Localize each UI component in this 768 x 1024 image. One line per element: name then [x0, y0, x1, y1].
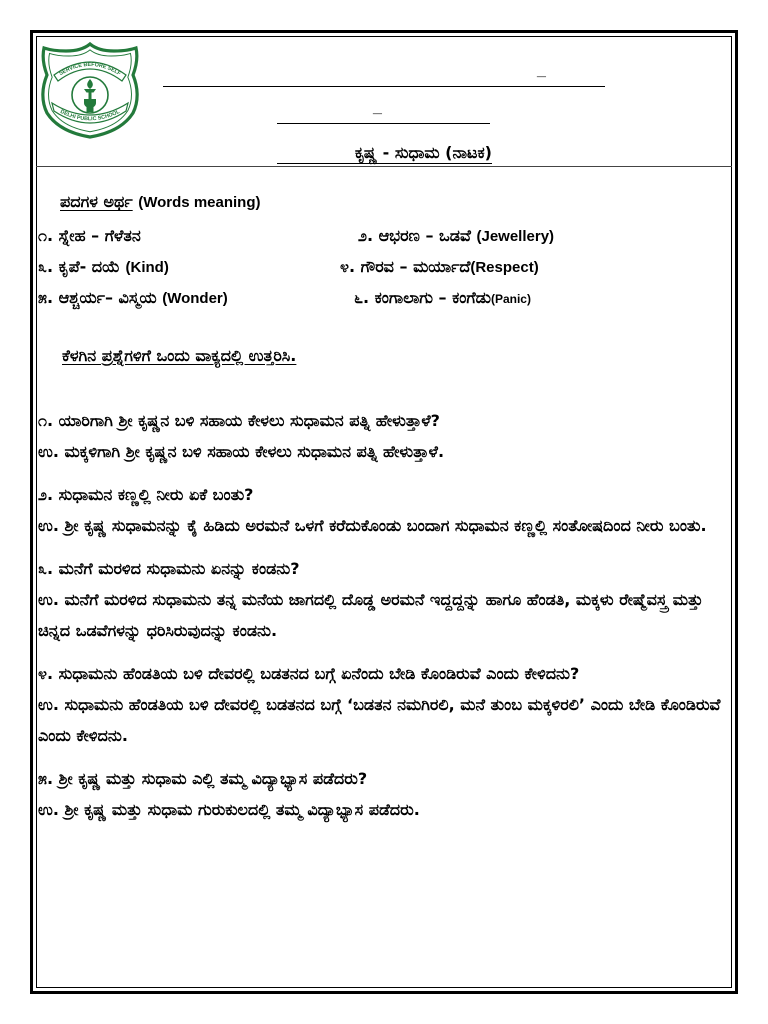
- header-divider: [36, 166, 732, 167]
- question-item: [38, 553, 728, 646]
- exercise-instruction: ಕೆಳಗಿನ ಪ್ರಶ್ನೆಗಳಿಗೆ ಒಂದು ವಾಕ್ಯದಲ್ಲಿ ಉತ್ತರಿಸಿ.: [62, 346, 297, 365]
- motto-text-path: SERVICE BEFORE SELF: [58, 61, 122, 78]
- vocab-gloss: (Jewellery): [476, 228, 555, 245]
- vocab-item: [340, 251, 539, 283]
- answer-text: ಉ. ಶ್ರೀ ಕೃಷ್ಣ ಮತ್ತು ಸುಧಾಮ ಗುರುಕುಲದಲ್ಲಿ ತಮ್ಮ ವಿದ್ಯಾಭ್ಯಾಸ ಪಡೆದರು.: [38, 800, 420, 819]
- worksheet-title: ಕೃಷ್ಣ - ಸುಧಾಮ (ನಾಟಕ): [277, 143, 492, 164]
- vocab-term: ೨. ಆಭರಣ – ಒಡವೆ: [358, 226, 477, 245]
- vocab-gloss: (Panic): [490, 292, 531, 306]
- answer-text: ಉ. ಮನೆಗೆ ಮರಳಿದ ಸುಧಾಮನು ತನ್ನ ಮನೆಯ ಜಾಗದಲ್ಲಿ ದೊಡ್ಡ ಅರಮನೆ ಇದ್ದದ್ದನ್ನು ಹಾಗೂ ಹೆಂಡತಿ, ಮಕ್ಕಳು ರೇಷ್ಮೆವಸ್ತ್ರ ಮತ್ತು ಚಿನ್ನದ ಒಡವೆಗಳನ್ನು ಧರಿಸಿರುವುದನ್ನು ಕಂಡನು.: [38, 590, 703, 640]
- question-item: [38, 763, 728, 825]
- question-text: ೧. ಯಾರಿಗಾಗಿ ಶ್ರೀ ಕೃಷ್ಣನ ಬಳಿ ಸಹಾಯ ಕೇಳಲು ಸುಧಾಮನ ಪತ್ನಿ ಹೇಳುತ್ತಾಳೆ?: [38, 411, 440, 430]
- question-item: [38, 479, 728, 541]
- vocab-gloss: (Respect): [470, 259, 539, 276]
- answer-text: ಉ. ಶ್ರೀ ಕೃಷ್ಣ ಸುಧಾಮನನ್ನು ಕೈ ಹಿಡಿದು ಅರಮನೆ ಒಳಗೆ ಕರೆದುಕೊಂಡು ಬಂದಾಗ ಸುಧಾಮನ ಕಣ್ಣಲ್ಲಿ ಸಂತೋಷದಿಂದ ನೀರು ಬಂತು.: [38, 516, 707, 535]
- answer-text: ಉ. ಸುಧಾಮನು ಹೆಂಡತಿಯ ಬಳಿ ದೇವರಲ್ಲಿ ಬಡತನದ ಬಗ್ಗೆ ‘ಬಡತನ ನಮಗಿರಲಿ, ಮನೆ ತುಂಬ ಮಕ್ಕಳಿರಲಿ’ ಎಂದು ಬೇಡಿ ಕೊಂಡಿರುವೆ ಎಂದು ಕೇಳಿದನು.: [38, 695, 721, 745]
- vocab-gloss: (Kind): [125, 259, 169, 276]
- vocab-term: ೧. ಸ್ನೇಹ – ಗೆಳೆತನ: [38, 226, 141, 245]
- vocab-term: ೩. ಕೃಪೆ- ದಯೆ: [38, 257, 126, 276]
- question-item: [38, 658, 728, 751]
- vocab-item: [38, 220, 141, 251]
- vocab-item: [38, 251, 169, 283]
- question-text: ೩. ಮನೆಗೆ ಮರಳಿದ ಸುಧಾಮನು ಏನನ್ನು ಕಂಡನು?: [38, 559, 300, 578]
- school-name-text-path: DELHI PUBLIC SCHOOL: [59, 108, 121, 123]
- question-item: [38, 405, 728, 467]
- header-blank-line-2: [277, 123, 490, 124]
- question-text: ೫. ಶ್ರೀ ಕೃಷ್ಣ ಮತ್ತು ಸುಧಾಮ ಎಲ್ಲಿ ತಮ್ಮ ವಿದ್ಯಾಭ್ಯಾಸ ಪಡೆದರು?: [38, 769, 368, 788]
- question-text: ೪. ಸುಧಾಮನು ಹೆಂಡತಿಯ ಬಳಿ ದೇವರಲ್ಲಿ ಬಡತನದ ಬಗ್ಗೆ ಏನೆಂದು ಬೇಡಿ ಕೊಂಡಿರುವೆ ಎಂದು ಕೇಳಿದನು?: [38, 664, 580, 683]
- answer-text: ಉ. ಮಕ್ಕಳಿಗಾಗಿ ಶ್ರೀ ಕೃಷ್ಣನ ಬಳಿ ಸಹಾಯ ಕೇಳಲು ಸುಧಾಮನ ಪತ್ನಿ ಹೇಳುತ್ತಾಳೆ.: [38, 442, 445, 461]
- vocab-item: [354, 282, 531, 315]
- vocab-term: ೫. ಆಶ್ಚರ್ಯ– ವಿಸ್ಮಯ: [38, 288, 163, 307]
- vocabulary-heading-english: (Words meaning): [138, 194, 261, 211]
- vocab-item: [38, 282, 228, 314]
- header-blank-line-1: [163, 86, 605, 87]
- vocab-term: ೬. ಕಂಗಾಲಾಗು – ಕಂಗೆಡು: [354, 288, 491, 307]
- question-list: [38, 405, 728, 837]
- school-logo: [38, 41, 142, 139]
- vocab-gloss: (Wonder): [162, 290, 228, 307]
- vocabulary-heading: [60, 191, 261, 214]
- header-blank-mark-1: _: [537, 62, 546, 79]
- header-blank-mark-2: _: [373, 99, 382, 116]
- vocab-item: [358, 220, 554, 252]
- vocabulary-heading-kannada: ಪದಗಳ ಅರ್ಥ: [60, 192, 133, 211]
- question-text: ೨. ಸುಧಾಮನ ಕಣ್ಣಲ್ಲಿ ನೀರು ಏಕೆ ಬಂತು?: [38, 485, 254, 504]
- vocab-term: ೪. ಗೌರವ – ಮರ್ಯಾದೆ: [340, 257, 471, 276]
